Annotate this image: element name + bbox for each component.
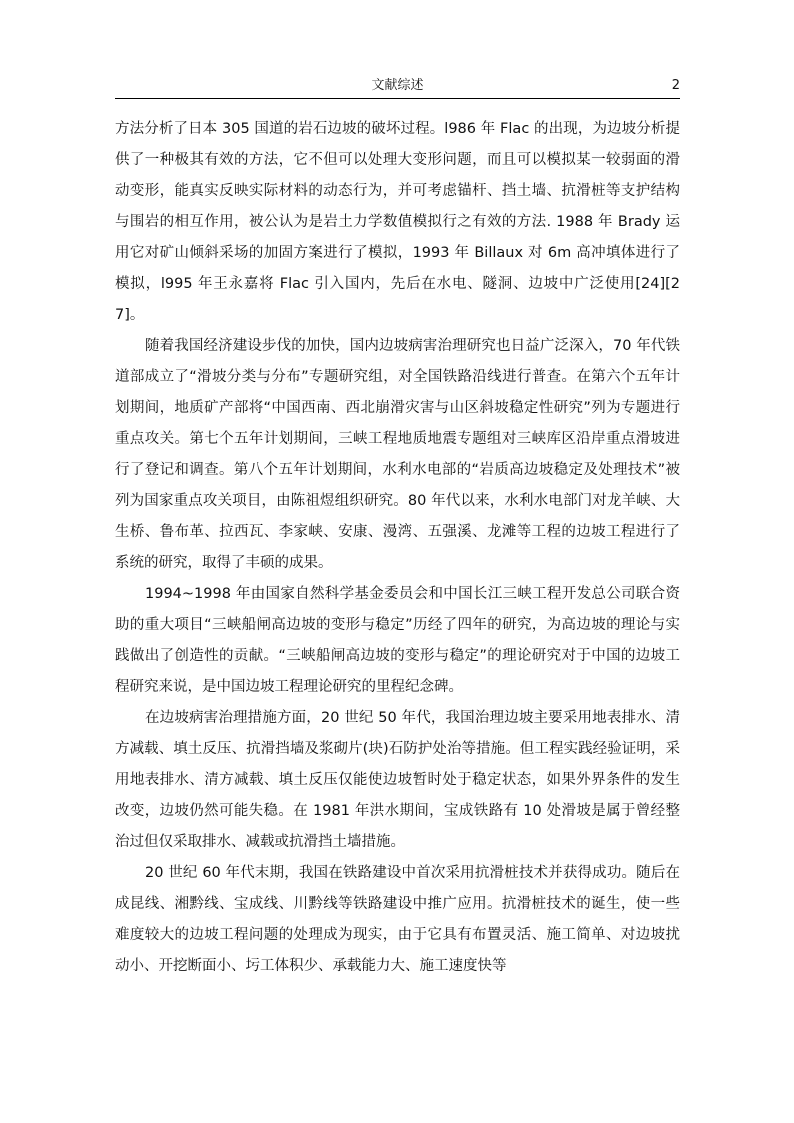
paragraph-three-gorges-project: 1994~1998 年由国家自然科学基金委员会和中国长江三峡工程开发总公司联合资助的重大项目“三峡船闸高边坡的变形与稳定”历经了四年的研究，为高边坡的理论与实践做出了创造性的贡献。“三峡船闸高边坡的变形与稳定”的理论研究对于中国的边坡工程研究来说，是中国边坡工程理论研究的里程纪念碑。 xyxy=(115,586,680,695)
document-body xyxy=(115,114,680,982)
paragraph-treatment-measures: 在边坡病害治理措施方面，20 世纪 50 年代，我国治理边坡主要采用地表排水、清方减载、填土反压、抗滑挡墙及浆砌片(块)石防护处治等措施。但工程实践经验证明，采用地表排水、清方减载、填土反压仅能使边坡暂时处于稳定状态，如果外界条件的发生改变，边坡仍然可能失稳。在 1981 年洪水期间，宝成铁路有 10 处滑坡是属于曾经整治过但仅采取排水、减载或抗滑挡土墙措施。 xyxy=(115,710,680,850)
paragraph-flac-history: 方法分析了日本 305 国道的岩石边坡的破坏过程。l986 年 Flac 的出现，为边坡分析提供了一种极其有效的方法，它不但可以处理大变形问题，而且可以模拟某一较弱面的滑动变形，能真实反映实际材料的动态行为，并可考虑锚杆、挡土墙、抗滑桩等支护结构与围岩的相互作用，被公认为是岩土力学数值模拟行之有效的方法. 1988 年 Brady 运用它对矿山倾斜采场的加固方案进行了模拟，1993 年 Billaux 对 6m 高冲填体进行了模拟，l995 年王永嘉将 Flac 引入国内，先后在水电、隧洞、边坡中广泛使用[24][27]。 xyxy=(115,121,680,323)
paragraph-anti-slide-piles: 20 世纪 60 年代末期，我国在铁路建设中首次采用抗滑桩技术并获得成功。随后在成昆线、湘黔线、宝成线、川黔线等铁路建设中推广应用。抗滑桩技术的诞生，使一些难度较大的边坡工程问题的处理成为现实，由于它具有布置灵活、施工简单、对边坡扰动小、开挖断面小、圬工体积少、承载能力大、施工速度快等 xyxy=(115,865,680,974)
header-title: 文献综述 xyxy=(371,78,424,93)
paragraph-domestic-research: 随着我国经济建设步伐的加快，国内边坡病害治理研究也日益广泛深入，70 年代铁道部成立了“滑坡分类与分布”专题研究组，对全国铁路沿线进行普查。在第六个五年计划期间，地质矿产部将“中国西南、西北崩滑灾害与山区斜坡稳定性研究”列为专题进行重点攻关。第七个五年计划期间，三峡工程地质地震专题组对三峡库区沿岸重点滑坡进行了登记和调查。第八个五年计划期间，水利水电部的“岩质高边坡稳定及处理技术”被列为国家重点攻关项目，由陈祖煜组织研究。80 年代以来，水利水电部门对龙羊峡、大生桥、鲁布革、拉西瓦、李家峡、安康、漫湾、五强溪、龙滩等工程的边坡工程进行了系统的研究，取得了丰硕的成果。 xyxy=(115,338,680,571)
page-number: 2 xyxy=(671,78,680,93)
page-header xyxy=(115,76,680,99)
